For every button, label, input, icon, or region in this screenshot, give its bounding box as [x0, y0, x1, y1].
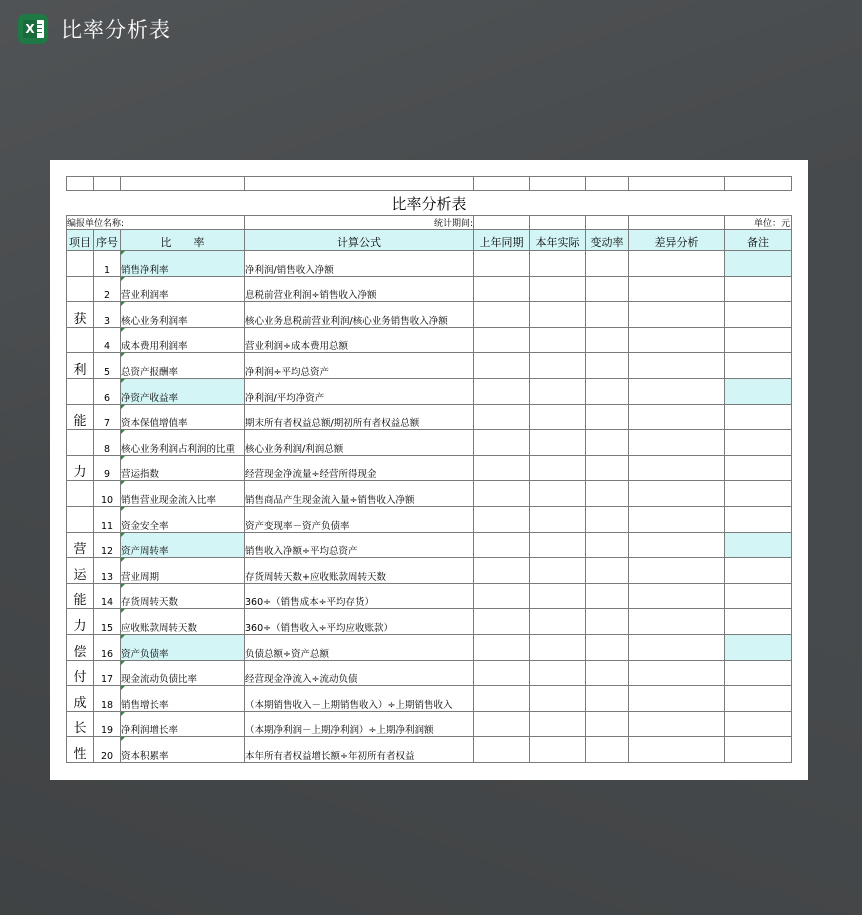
row-number: 5	[94, 353, 121, 379]
ratio-name[interactable]: 资本积累率	[121, 737, 245, 763]
variance-analysis-cell[interactable]	[629, 404, 725, 430]
current-year-cell[interactable]	[530, 583, 586, 609]
formula-cell[interactable]: 360÷（销售成本÷平均存货）	[245, 583, 474, 609]
table-row	[67, 404, 792, 430]
current-year-cell[interactable]	[530, 276, 586, 302]
variance-analysis-cell[interactable]	[629, 609, 725, 635]
category-cell: 利	[67, 353, 94, 379]
note-cell[interactable]	[725, 302, 792, 328]
sheet-title: 比率分析表	[67, 191, 792, 216]
row-number: 7	[94, 404, 121, 430]
note-cell[interactable]	[725, 276, 792, 302]
note-cell[interactable]	[725, 634, 792, 660]
ratio-name[interactable]: 营业利润率	[121, 276, 245, 302]
current-year-cell[interactable]	[530, 634, 586, 660]
formula-cell[interactable]: 销售商品产生现金流入量÷销售收入净额	[245, 481, 474, 507]
prior-year-cell[interactable]	[474, 353, 530, 379]
ratio-name[interactable]: 存货周转天数	[121, 583, 245, 609]
formula-cell[interactable]: 净利润/销售收入净额	[245, 251, 474, 277]
note-cell[interactable]	[725, 583, 792, 609]
row-number: 17	[94, 660, 121, 686]
current-year-cell[interactable]	[530, 353, 586, 379]
note-cell[interactable]	[725, 353, 792, 379]
prior-year-cell[interactable]	[474, 532, 530, 558]
variance-analysis-cell[interactable]	[629, 455, 725, 481]
change-rate-cell[interactable]	[586, 404, 629, 430]
table-row	[67, 558, 792, 584]
current-year-cell[interactable]	[530, 251, 586, 277]
formula-cell[interactable]: 销售收入净额÷平均总资产	[245, 532, 474, 558]
variance-analysis-cell[interactable]	[629, 532, 725, 558]
category-cell: 能	[67, 583, 94, 609]
table-row	[67, 711, 792, 737]
ratio-name[interactable]: 营业周期	[121, 558, 245, 584]
category-cell	[67, 506, 94, 532]
prior-year-cell[interactable]	[474, 276, 530, 302]
current-year-cell[interactable]	[530, 378, 586, 404]
ratio-name[interactable]: 资产周转率	[121, 532, 245, 558]
category-cell: 营	[67, 532, 94, 558]
table-row	[67, 276, 792, 302]
formula-cell[interactable]: 负债总额÷资产总额	[245, 634, 474, 660]
prior-year-cell[interactable]	[474, 737, 530, 763]
row-number: 16	[94, 634, 121, 660]
header-cell: 变动率	[586, 230, 629, 251]
ratio-name[interactable]: 资本保值增值率	[121, 404, 245, 430]
formula-cell[interactable]: （本期销售收入－上期销售收入）÷上期销售收入	[245, 686, 474, 712]
row-number: 20	[94, 737, 121, 763]
note-cell[interactable]	[725, 609, 792, 635]
change-rate-cell[interactable]	[586, 378, 629, 404]
row-number: 9	[94, 455, 121, 481]
change-rate-cell[interactable]	[586, 686, 629, 712]
note-cell[interactable]	[725, 455, 792, 481]
unit-name-label: 编报单位名称:	[67, 216, 245, 230]
current-year-cell[interactable]	[530, 302, 586, 328]
ratio-analysis-table	[66, 176, 792, 763]
header-cell: 上年同期	[474, 230, 530, 251]
header-cell: 比 率	[121, 230, 245, 251]
row-number: 12	[94, 532, 121, 558]
note-cell[interactable]	[725, 660, 792, 686]
change-rate-cell[interactable]	[586, 251, 629, 277]
ratio-name[interactable]: 销售净利率	[121, 251, 245, 277]
blank-row	[67, 177, 792, 191]
current-year-cell[interactable]	[530, 609, 586, 635]
table-row	[67, 660, 792, 686]
formula-cell[interactable]: 经营现金净流量÷经营所得现金	[245, 455, 474, 481]
note-cell[interactable]	[725, 558, 792, 584]
variance-analysis-cell[interactable]	[629, 327, 725, 353]
row-number: 3	[94, 302, 121, 328]
variance-analysis-cell[interactable]	[629, 430, 725, 456]
change-rate-cell[interactable]	[586, 711, 629, 737]
currency-label: 单位：元	[725, 216, 792, 230]
current-year-cell[interactable]	[530, 506, 586, 532]
variance-analysis-cell[interactable]	[629, 378, 725, 404]
current-year-cell[interactable]	[530, 404, 586, 430]
table-row	[67, 583, 792, 609]
change-rate-cell[interactable]	[586, 430, 629, 456]
prior-year-cell[interactable]	[474, 481, 530, 507]
formula-cell[interactable]: 期末所有者权益总额/期初所有者权益总额	[245, 404, 474, 430]
category-cell: 能	[67, 404, 94, 430]
prior-year-cell[interactable]	[474, 558, 530, 584]
header-cell: 项目	[67, 230, 94, 251]
table-row	[67, 353, 792, 379]
variance-analysis-cell[interactable]	[629, 711, 725, 737]
change-rate-cell[interactable]	[586, 327, 629, 353]
note-cell[interactable]	[725, 737, 792, 763]
period-label: 统计期间:	[245, 216, 474, 230]
change-rate-cell[interactable]	[586, 455, 629, 481]
formula-cell[interactable]: （本期净利润－上期净利润）÷上期净利润额	[245, 711, 474, 737]
ratio-name[interactable]: 现金流动负债比率	[121, 660, 245, 686]
table-row	[67, 506, 792, 532]
formula-cell[interactable]: 经营现金净流入÷流动负债	[245, 660, 474, 686]
current-year-cell[interactable]	[530, 660, 586, 686]
table-row	[67, 378, 792, 404]
prior-year-cell[interactable]	[474, 404, 530, 430]
table-row	[67, 481, 792, 507]
spreadsheet-preview	[50, 160, 808, 780]
variance-analysis-cell[interactable]	[629, 737, 725, 763]
prior-year-cell[interactable]	[474, 506, 530, 532]
table-row	[67, 609, 792, 635]
variance-analysis-cell[interactable]	[629, 506, 725, 532]
variance-analysis-cell[interactable]	[629, 276, 725, 302]
prior-year-cell[interactable]	[474, 660, 530, 686]
header-cell: 本年实际	[530, 230, 586, 251]
formula-cell[interactable]: 核心业务利润/利润总额	[245, 430, 474, 456]
app-title: 比率分析表	[61, 18, 171, 42]
row-number: 13	[94, 558, 121, 584]
change-rate-cell[interactable]	[586, 276, 629, 302]
table-row	[67, 455, 792, 481]
formula-cell[interactable]: 息税前营业利润÷销售收入净额	[245, 276, 474, 302]
table-row	[67, 327, 792, 353]
ratio-name[interactable]: 营运指数	[121, 455, 245, 481]
ratio-name[interactable]: 销售增长率	[121, 686, 245, 712]
category-cell: 偿	[67, 634, 94, 660]
row-number: 19	[94, 711, 121, 737]
prior-year-cell[interactable]	[474, 711, 530, 737]
ratio-name[interactable]: 总资产报酬率	[121, 353, 245, 379]
current-year-cell[interactable]	[530, 327, 586, 353]
category-cell	[67, 430, 94, 456]
change-rate-cell[interactable]	[586, 353, 629, 379]
current-year-cell[interactable]	[530, 532, 586, 558]
category-cell	[67, 276, 94, 302]
ratio-name[interactable]: 资金安全率	[121, 506, 245, 532]
note-cell[interactable]	[725, 711, 792, 737]
variance-analysis-cell[interactable]	[629, 353, 725, 379]
formula-cell[interactable]: 净利润÷平均总资产	[245, 353, 474, 379]
prior-year-cell[interactable]	[474, 583, 530, 609]
row-number: 1	[94, 251, 121, 277]
note-cell[interactable]	[725, 327, 792, 353]
row-number: 14	[94, 583, 121, 609]
row-number: 2	[94, 276, 121, 302]
category-cell	[67, 481, 94, 507]
table-row	[67, 737, 792, 763]
row-number: 8	[94, 430, 121, 456]
variance-analysis-cell[interactable]	[629, 302, 725, 328]
row-number: 11	[94, 506, 121, 532]
category-cell: 付	[67, 660, 94, 686]
category-cell: 性	[67, 737, 94, 763]
category-cell: 获	[67, 302, 94, 328]
row-number: 6	[94, 378, 121, 404]
prior-year-cell[interactable]	[474, 430, 530, 456]
formula-cell[interactable]: 存货周转天数+应收账款周转天数	[245, 558, 474, 584]
note-cell[interactable]	[725, 378, 792, 404]
note-cell[interactable]	[725, 430, 792, 456]
change-rate-cell[interactable]	[586, 506, 629, 532]
note-cell[interactable]	[725, 481, 792, 507]
change-rate-cell[interactable]	[586, 634, 629, 660]
header-row	[67, 230, 792, 251]
table-row	[67, 430, 792, 456]
top-bar	[18, 12, 171, 46]
variance-analysis-cell[interactable]	[629, 558, 725, 584]
change-rate-cell[interactable]	[586, 660, 629, 686]
row-number: 18	[94, 686, 121, 712]
note-cell[interactable]	[725, 532, 792, 558]
table-row	[67, 302, 792, 328]
header-cell: 序号	[94, 230, 121, 251]
prior-year-cell[interactable]	[474, 634, 530, 660]
ratio-name[interactable]: 应收账款周转天数	[121, 609, 245, 635]
row-number: 10	[94, 481, 121, 507]
category-cell	[67, 327, 94, 353]
header-cell: 差异分析	[629, 230, 725, 251]
current-year-cell[interactable]	[530, 430, 586, 456]
note-cell[interactable]	[725, 506, 792, 532]
current-year-cell[interactable]	[530, 558, 586, 584]
formula-cell[interactable]: 核心业务息税前营业利润/核心业务销售收入净额	[245, 302, 474, 328]
change-rate-cell[interactable]	[586, 481, 629, 507]
header-cell: 备注	[725, 230, 792, 251]
category-cell: 力	[67, 609, 94, 635]
note-cell[interactable]	[725, 404, 792, 430]
change-rate-cell[interactable]	[586, 583, 629, 609]
table-row	[67, 686, 792, 712]
category-cell: 长	[67, 711, 94, 737]
change-rate-cell[interactable]	[586, 532, 629, 558]
category-cell	[67, 378, 94, 404]
header-cell: 计算公式	[245, 230, 474, 251]
variance-analysis-cell[interactable]	[629, 634, 725, 660]
current-year-cell[interactable]	[530, 711, 586, 737]
table-row	[67, 251, 792, 277]
prior-year-cell[interactable]	[474, 609, 530, 635]
excel-icon: X	[18, 14, 48, 44]
current-year-cell[interactable]	[530, 686, 586, 712]
prior-year-cell[interactable]	[474, 327, 530, 353]
change-rate-cell[interactable]	[586, 302, 629, 328]
formula-cell[interactable]: 360÷（销售收入÷平均应收账款）	[245, 609, 474, 635]
meta-row	[67, 216, 792, 230]
ratio-name[interactable]: 资产负债率	[121, 634, 245, 660]
category-cell: 运	[67, 558, 94, 584]
variance-analysis-cell[interactable]	[629, 251, 725, 277]
change-rate-cell[interactable]	[586, 737, 629, 763]
formula-cell[interactable]: 资产变现率－资产负债率	[245, 506, 474, 532]
ratio-name[interactable]: 成本费用利润率	[121, 327, 245, 353]
ratio-name[interactable]: 销售营业现金流入比率	[121, 481, 245, 507]
formula-cell[interactable]: 净利润/平均净资产	[245, 378, 474, 404]
prior-year-cell[interactable]	[474, 686, 530, 712]
current-year-cell[interactable]	[530, 737, 586, 763]
prior-year-cell[interactable]	[474, 455, 530, 481]
prior-year-cell[interactable]	[474, 378, 530, 404]
variance-analysis-cell[interactable]	[629, 660, 725, 686]
change-rate-cell[interactable]	[586, 609, 629, 635]
current-year-cell[interactable]	[530, 481, 586, 507]
ratio-name[interactable]: 核心业务利润占利润的比重	[121, 430, 245, 456]
note-cell[interactable]	[725, 251, 792, 277]
prior-year-cell[interactable]	[474, 302, 530, 328]
category-cell: 力	[67, 455, 94, 481]
change-rate-cell[interactable]	[586, 558, 629, 584]
ratio-name[interactable]: 核心业务利润率	[121, 302, 245, 328]
table-row	[67, 634, 792, 660]
ratio-name[interactable]: 净利润增长率	[121, 711, 245, 737]
category-cell	[67, 251, 94, 277]
ratio-name[interactable]: 净资产收益率	[121, 378, 245, 404]
current-year-cell[interactable]	[530, 455, 586, 481]
note-cell[interactable]	[725, 686, 792, 712]
row-number: 4	[94, 327, 121, 353]
prior-year-cell[interactable]	[474, 251, 530, 277]
category-cell: 成	[67, 686, 94, 712]
formula-cell[interactable]: 本年所有者权益增长额÷年初所有者权益	[245, 737, 474, 763]
variance-analysis-cell[interactable]	[629, 686, 725, 712]
table-row	[67, 532, 792, 558]
row-number: 15	[94, 609, 121, 635]
variance-analysis-cell[interactable]	[629, 583, 725, 609]
formula-cell[interactable]: 营业利润÷成本费用总额	[245, 327, 474, 353]
variance-analysis-cell[interactable]	[629, 481, 725, 507]
